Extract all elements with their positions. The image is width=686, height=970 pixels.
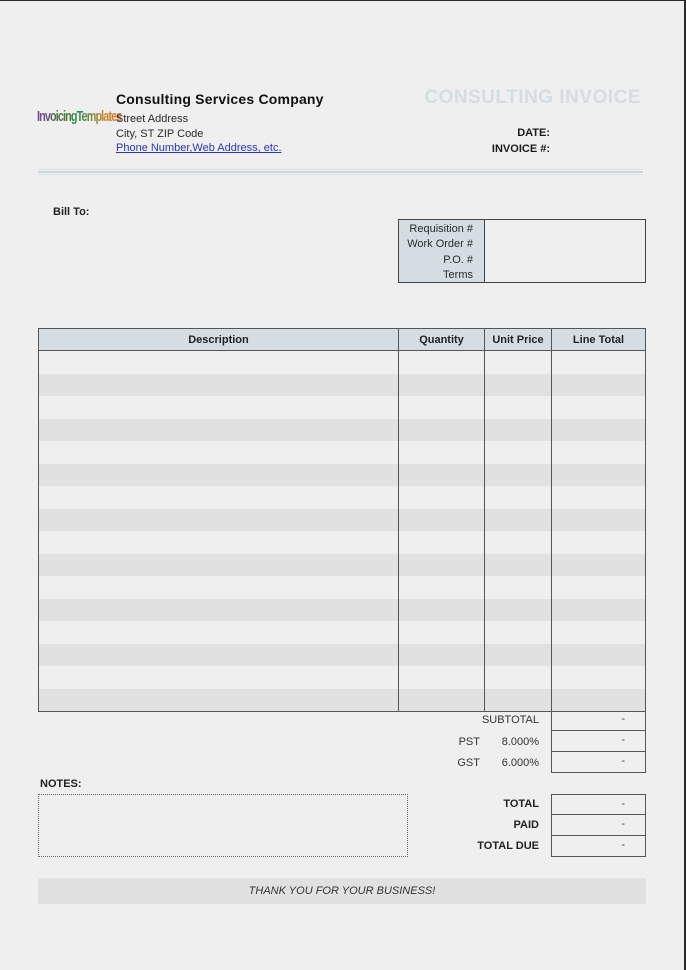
unit-price-cell[interactable] bbox=[485, 689, 552, 712]
column-header-line-total: Line Total bbox=[572, 334, 625, 346]
description-cell[interactable] bbox=[39, 486, 399, 509]
unit-price-cell[interactable] bbox=[485, 599, 552, 622]
unit-price-cell[interactable] bbox=[485, 441, 552, 464]
quantity-cell[interactable] bbox=[399, 351, 485, 374]
table-row bbox=[39, 486, 645, 509]
unit-price-cell[interactable] bbox=[485, 419, 552, 442]
reference-labels bbox=[399, 220, 485, 282]
unit-price-cell[interactable] bbox=[485, 666, 552, 689]
column-header-quantity: Quantity bbox=[399, 329, 485, 350]
thank-you-banner: THANK YOU FOR YOUR BUSINESS! bbox=[38, 878, 646, 904]
column-header-unit-price: Unit Price bbox=[485, 329, 552, 350]
table-body bbox=[39, 351, 645, 711]
unit-price-cell[interactable] bbox=[485, 509, 552, 532]
header-divider bbox=[38, 171, 643, 173]
unit-price-cell[interactable] bbox=[485, 351, 552, 374]
description-cell[interactable] bbox=[39, 441, 399, 464]
line-total-cell[interactable] bbox=[552, 689, 645, 712]
quantity-cell[interactable] bbox=[399, 576, 485, 599]
unit-price-cell[interactable] bbox=[485, 621, 552, 644]
unit-price-cell[interactable] bbox=[485, 396, 552, 419]
line-total-cell[interactable] bbox=[552, 486, 645, 509]
line-total-cell[interactable] bbox=[552, 644, 645, 667]
subtotal-value: - bbox=[551, 710, 646, 731]
quantity-cell[interactable] bbox=[399, 599, 485, 622]
total-value: - bbox=[551, 794, 646, 815]
gst-label: GST bbox=[457, 757, 480, 769]
description-cell[interactable] bbox=[39, 621, 399, 644]
table-row bbox=[39, 351, 645, 374]
header-divider bbox=[38, 174, 643, 175]
quantity-cell[interactable] bbox=[399, 644, 485, 667]
table-row bbox=[39, 554, 645, 577]
description-cell[interactable] bbox=[39, 509, 399, 532]
table-row bbox=[39, 464, 645, 487]
description-cell[interactable] bbox=[39, 689, 399, 712]
description-cell[interactable] bbox=[39, 396, 399, 419]
quantity-cell[interactable] bbox=[399, 621, 485, 644]
table-header bbox=[39, 329, 645, 351]
reference-box bbox=[398, 219, 646, 283]
gst-value: - bbox=[551, 752, 646, 773]
paid-value[interactable]: - bbox=[551, 815, 646, 836]
po-label: P.O. # bbox=[443, 253, 473, 266]
quantity-cell[interactable] bbox=[399, 374, 485, 397]
description-cell[interactable] bbox=[39, 351, 399, 374]
date-label: DATE: bbox=[517, 127, 550, 139]
invoice-title: CONSULTING INVOICE bbox=[424, 87, 641, 108]
company-logo: InvoicingTemplates bbox=[37, 108, 122, 125]
line-total-cell[interactable] bbox=[552, 531, 645, 554]
gst-rate[interactable]: 6.000% bbox=[501, 757, 539, 769]
line-total-cell[interactable] bbox=[552, 509, 645, 532]
quantity-cell[interactable] bbox=[399, 666, 485, 689]
table-row bbox=[39, 599, 645, 622]
work-order-label: Work Order # bbox=[407, 238, 473, 251]
table-row bbox=[39, 576, 645, 599]
pst-rate[interactable]: 8.000% bbox=[501, 736, 539, 748]
reference-values-field[interactable] bbox=[485, 220, 645, 282]
line-total-cell[interactable] bbox=[552, 441, 645, 464]
table-row bbox=[39, 531, 645, 554]
description-cell[interactable] bbox=[39, 419, 399, 442]
quantity-cell[interactable] bbox=[399, 531, 485, 554]
table-row bbox=[39, 509, 645, 532]
pst-value: - bbox=[551, 731, 646, 752]
line-total-cell[interactable] bbox=[552, 621, 645, 644]
pst-label: PST bbox=[458, 736, 480, 748]
line-total-cell[interactable] bbox=[552, 374, 645, 397]
street-address[interactable]: Street Address bbox=[116, 113, 189, 125]
line-total-cell[interactable] bbox=[552, 599, 645, 622]
notes-label: NOTES: bbox=[40, 778, 82, 790]
quantity-cell[interactable] bbox=[399, 509, 485, 532]
line-total-cell[interactable] bbox=[552, 554, 645, 577]
paid-label: PAID bbox=[513, 819, 539, 831]
bill-to-label: Bill To: bbox=[53, 206, 90, 218]
quantity-cell[interactable] bbox=[399, 486, 485, 509]
description-cell[interactable] bbox=[39, 599, 399, 622]
line-items-table bbox=[38, 328, 646, 712]
quantity-cell[interactable] bbox=[399, 419, 485, 442]
notes-field[interactable] bbox=[38, 794, 408, 857]
line-total-cell[interactable] bbox=[552, 464, 645, 487]
line-total-cell[interactable] bbox=[552, 419, 645, 442]
terms-label: Terms bbox=[443, 268, 473, 281]
unit-price-cell[interactable] bbox=[485, 464, 552, 487]
table-row bbox=[39, 621, 645, 644]
description-cell[interactable] bbox=[39, 554, 399, 577]
quantity-cell[interactable] bbox=[399, 441, 485, 464]
table-row bbox=[39, 419, 645, 442]
quantity-cell[interactable] bbox=[399, 396, 485, 419]
company-name[interactable]: Consulting Services Company bbox=[116, 91, 324, 107]
quantity-cell[interactable] bbox=[399, 689, 485, 712]
total-label: TOTAL bbox=[503, 798, 539, 810]
quantity-cell[interactable] bbox=[399, 464, 485, 487]
table-row bbox=[39, 441, 645, 464]
line-total-cell[interactable] bbox=[552, 666, 645, 689]
unit-price-cell[interactable] bbox=[485, 554, 552, 577]
description-cell[interactable] bbox=[39, 374, 399, 397]
subtotal-label: SUBTOTAL bbox=[481, 714, 539, 726]
city-state-zip[interactable]: City, ST ZIP Code bbox=[116, 128, 204, 140]
table-row bbox=[39, 689, 645, 712]
contact-link[interactable]: Phone Number,Web Address, etc. bbox=[116, 142, 282, 154]
description-cell[interactable] bbox=[39, 531, 399, 554]
description-cell[interactable] bbox=[39, 464, 399, 487]
table-row bbox=[39, 666, 645, 689]
unit-price-cell[interactable] bbox=[485, 576, 552, 599]
line-total-cell[interactable] bbox=[552, 576, 645, 599]
table-row bbox=[39, 374, 645, 397]
description-cell[interactable] bbox=[39, 576, 399, 599]
page-top-border bbox=[0, 0, 686, 1]
total-due-value: - bbox=[551, 836, 646, 857]
quantity-cell[interactable] bbox=[399, 554, 485, 577]
column-header-description: Description bbox=[39, 329, 399, 350]
total-due-label: TOTAL DUE bbox=[477, 840, 539, 852]
description-cell[interactable] bbox=[39, 644, 399, 667]
unit-price-cell[interactable] bbox=[485, 374, 552, 397]
table-row bbox=[39, 644, 645, 667]
unit-price-cell[interactable] bbox=[485, 644, 552, 667]
line-total-cell[interactable] bbox=[552, 396, 645, 419]
invoice-number-label: INVOICE #: bbox=[491, 143, 550, 155]
line-total-cell[interactable] bbox=[552, 351, 645, 374]
table-row bbox=[39, 396, 645, 419]
description-cell[interactable] bbox=[39, 666, 399, 689]
header-divider bbox=[38, 169, 643, 170]
requisition-label: Requisition # bbox=[409, 223, 473, 235]
unit-price-cell[interactable] bbox=[485, 486, 552, 509]
unit-price-cell[interactable] bbox=[485, 531, 552, 554]
